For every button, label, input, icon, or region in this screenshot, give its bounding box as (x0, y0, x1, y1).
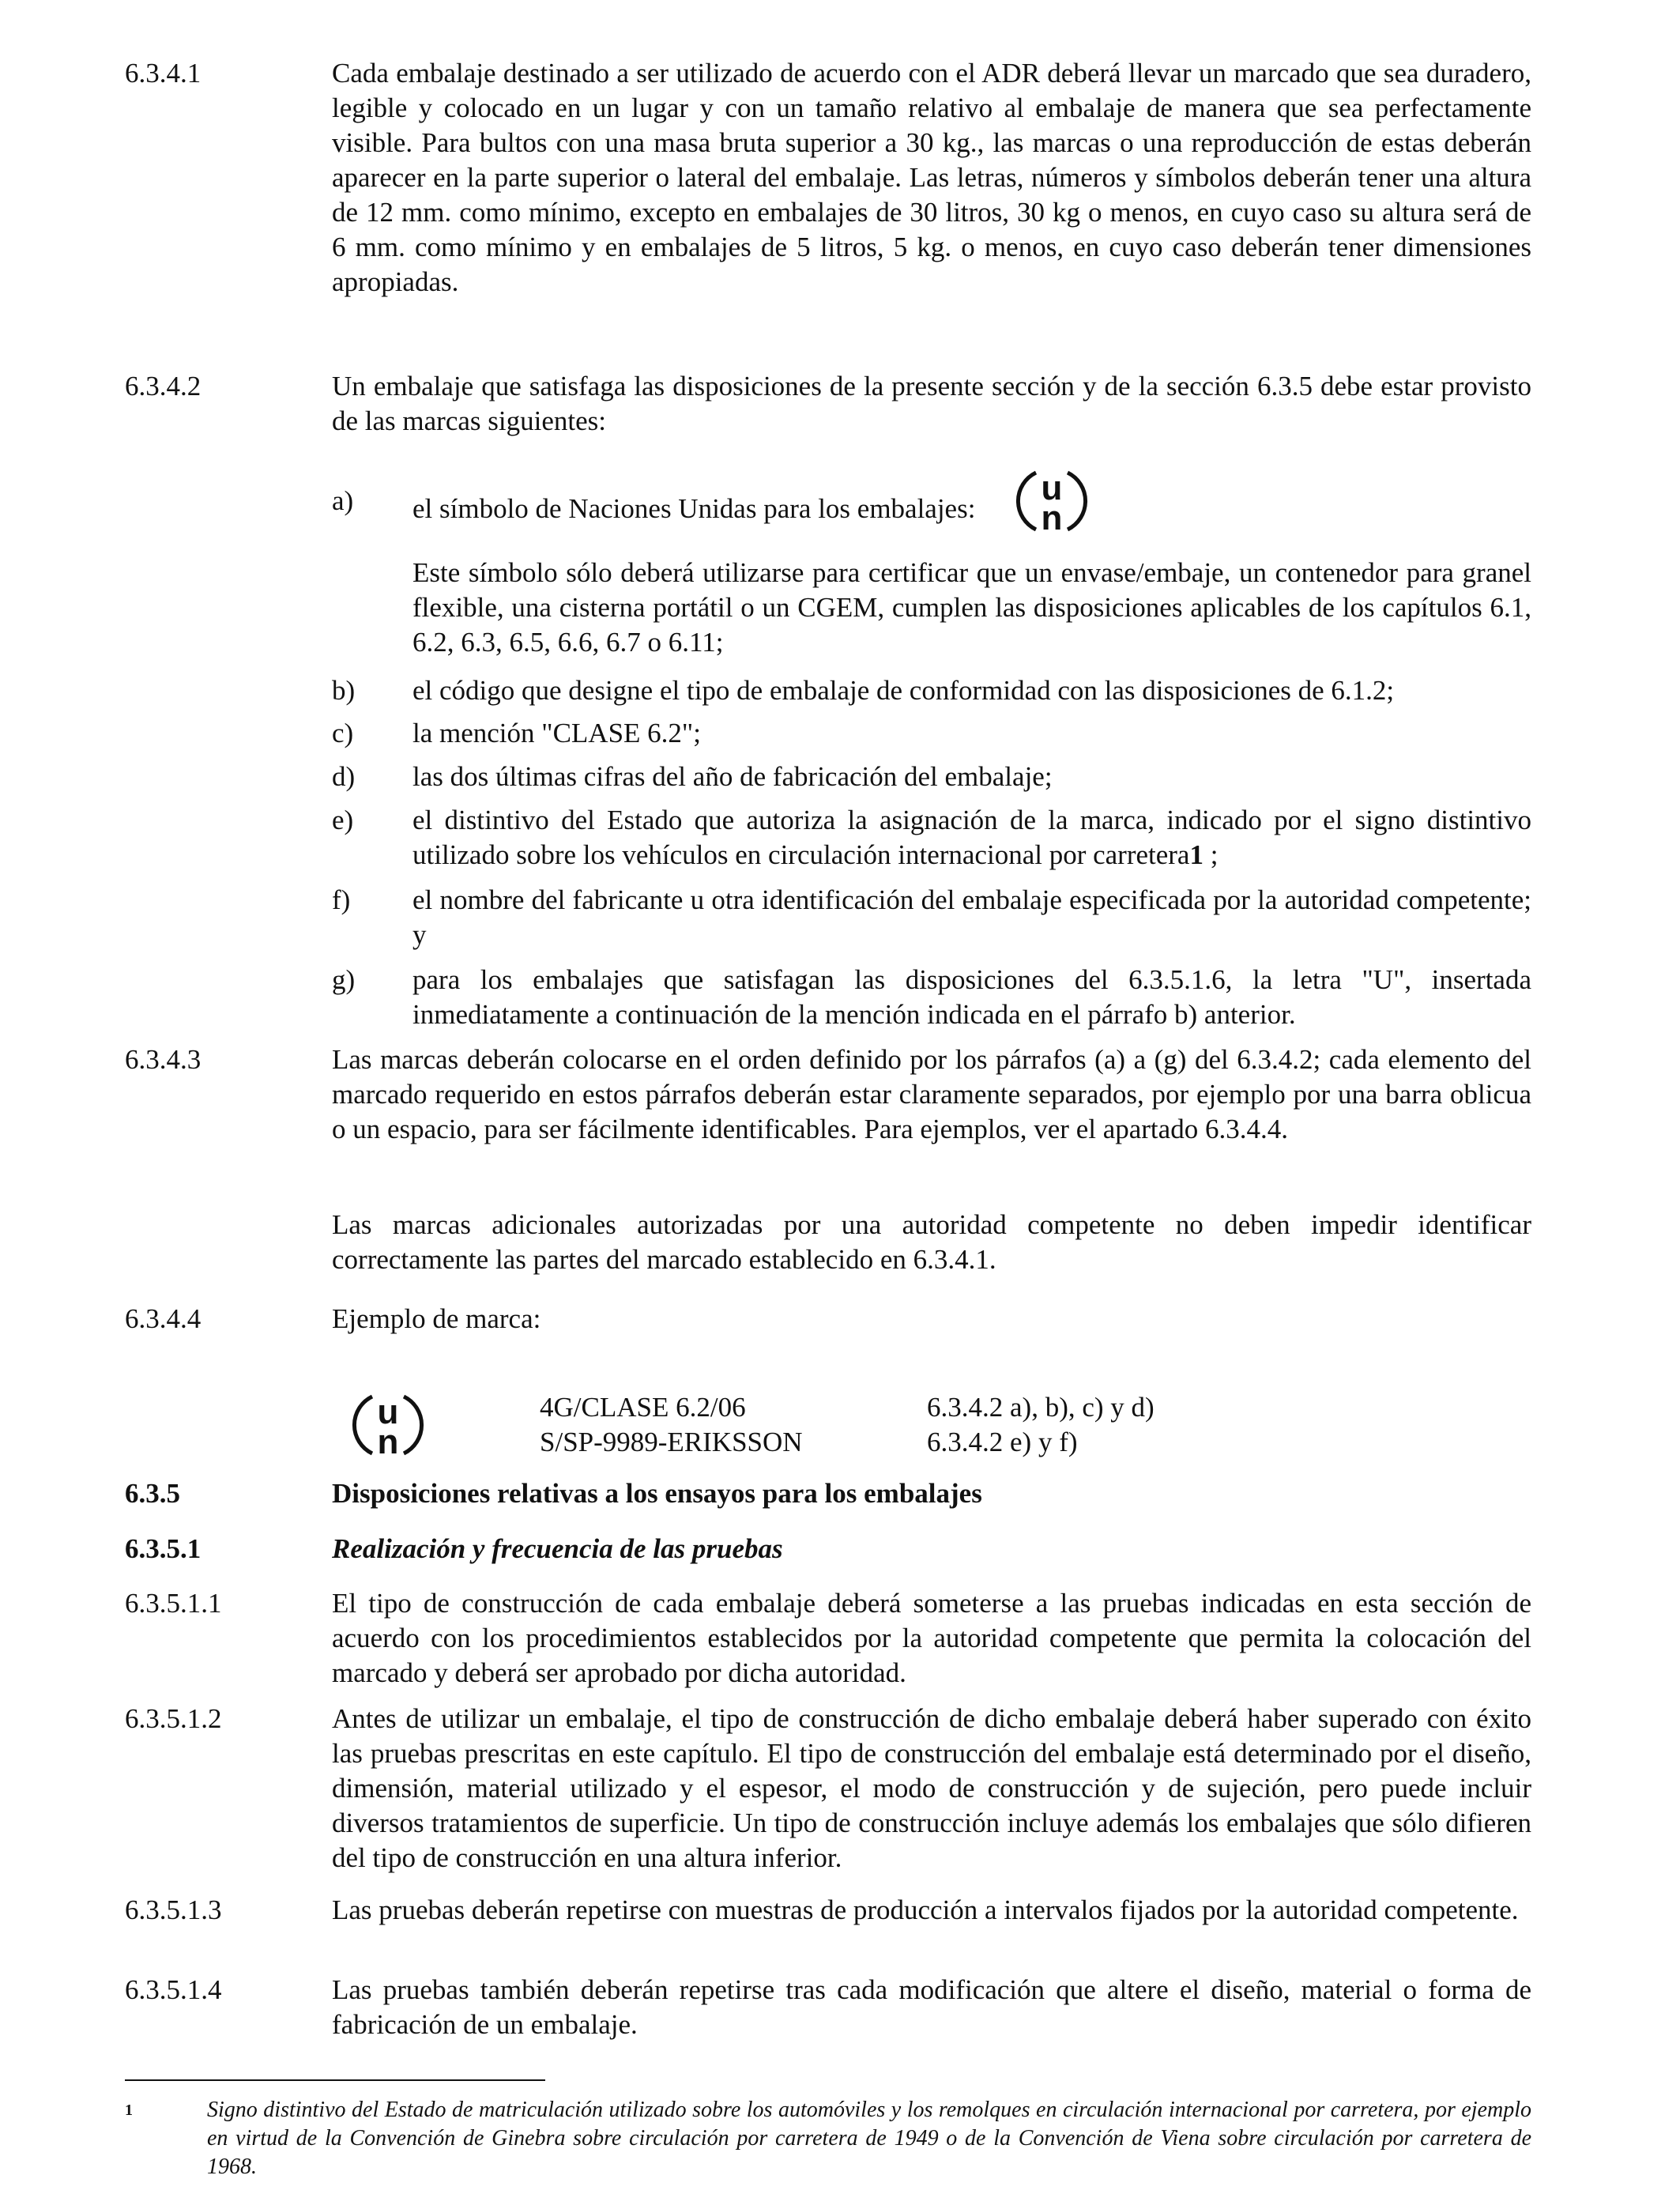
heading-6-3-5-1 (125, 1532, 1531, 1566)
example-mark-line-2: S/SP-9989-ERIKSSON (540, 1427, 803, 1457)
item-label: g) (332, 964, 356, 995)
section-6-3-4-2 (125, 369, 1531, 439)
section-6-3-4-4 (125, 1302, 1531, 1336)
list-item-d (332, 760, 1531, 794)
item-text: las dos últimas cifras del año de fabricación del embalaje; (412, 761, 1053, 792)
item-text-body: el distintivo del Estado que autoriza la asignación de la marca, indicado por el signo distintivo utilizado sobre los vehículos en circulación internacional por carretera (412, 805, 1531, 870)
section-6-3-4-3-second (125, 1208, 1531, 1277)
section-number: 6.3.5.1.4 (125, 1974, 222, 2005)
heading-number: 6.3.5.1 (125, 1533, 202, 1564)
heading-title: Realización y frecuencia de las pruebas (332, 1533, 783, 1564)
item-note: Este símbolo sólo deberá utilizarse para certificar que un envase/embaje, un contenedor para granel flexible, una cisterna portátil o un CGEM, cumplen las disposiciones aplicables de los capítulos 6.1, 6.2, 6.3, 6.5, 6.6, 6.7 o 6.11; (412, 557, 1531, 658)
un-packaging-symbol-icon (350, 1387, 426, 1463)
section-6-3-4-1 (125, 56, 1531, 300)
section-6-3-5-1-1 (125, 1586, 1531, 1691)
un-symbol-u: u (377, 1393, 399, 1431)
section-number: 6.3.4.4 (125, 1303, 202, 1334)
section-text: Las marcas deberán colocarse en el orden definido por los párrafos (a) a (g) del 6.3.4.2; cada elemento del marcado requerido en estos párrafos deberán estar claramente separados, por ejemplo por una barra oblicua o un espacio, para ser fácilmente identificables. Para ejemplos, ver el apartado 6.3.4.4. (332, 1044, 1531, 1144)
section-text-2: Las marcas adicionales autorizadas por una autoridad competente no deben impedir identificar correctamente las partes del marcado establecido en 6.3.4.1. (332, 1209, 1531, 1275)
item-label: c) (332, 718, 354, 748)
item-label: d) (332, 761, 356, 792)
section-text: Ejemplo de marca: (332, 1303, 541, 1334)
section-6-3-5-1-4 (125, 1973, 1531, 2042)
section-number: 6.3.5.1.3 (125, 1894, 222, 1925)
list-item-a (332, 469, 1531, 539)
item-text: el símbolo de Naciones Unidas para los embalajes: (412, 493, 976, 525)
item-label: b) (332, 675, 356, 706)
item-text: para los embalajes que satisfagan las disposiciones del 6.3.5.1.6, la letra "U", insertada inmediatamente a continuación de la mención indicada en el párrafo b) anterior. (412, 964, 1531, 1030)
section-text: Antes de utilizar un embalaje, el tipo de construcción de dicho embalaje deberá haber superado con éxito las pruebas prescritas en este capítulo. El tipo de construcción del embalaje está determinado por el diseño, dimensión, material utilizado y el espesor, el modo de construcción y de sujeción, pero puede incluir diversos tratamientos de superficie. Un tipo de construcción incluye además los embalajes que sólo difieren del tipo de construcción en una altura inferior. (332, 1703, 1531, 1873)
list-item-c (332, 716, 1531, 751)
example-ref-line-2: 6.3.4.2 e) y f) (927, 1427, 1078, 1457)
un-packaging-symbol-icon (1014, 463, 1090, 539)
item-text: el nombre del fabricante u otra identificación del embalaje especificada por la autoridad competente; y (412, 884, 1531, 950)
section-6-3-5-1-3 (125, 1893, 1531, 1928)
section-number: 6.3.5.1.2 (125, 1703, 222, 1734)
footnote-reference: 1 (1189, 839, 1203, 870)
heading-6-3-5 (125, 1476, 1531, 1511)
section-6-3-5-1-2 (125, 1702, 1531, 1875)
item-label: e) (332, 805, 354, 835)
list-item-g (332, 963, 1531, 1032)
section-number: 6.3.5.1.1 (125, 1588, 222, 1619)
item-label: a) (332, 485, 354, 516)
section-text: Las pruebas también deberán repetirse tras cada modificación que altere el diseño, material o forma de fabricación de un embalaje. (332, 1974, 1531, 2040)
list-item-a-note (332, 556, 1531, 660)
section-text: Cada embalaje destinado a ser utilizado de acuerdo con el ADR deberá llevar un marcado que sea duradero, legible y colocado en un lugar y con un tamaño relativo al embalaje de manera que sea perfectamente visible. Para bultos con una masa bruta superior a 30 kg., las marcas o una reproducción de estas deberán aparecer en la parte superior o lateral del embalaje. Las letras, números y símbolos deberán tener una altura de 12 mm. como mínimo, excepto en embalajes de 30 litros, 30 kg o menos, en cuyo caso su altura será de 6 mm. como mínimo y en embalajes de 5 litros, 5 kg. o menos, en cuyo caso deberán tener dimensiones apropiadas. (332, 58, 1531, 297)
list-item-e (332, 803, 1531, 873)
heading-number: 6.3.5 (125, 1478, 180, 1509)
section-number: 6.3.4.1 (125, 58, 202, 89)
item-label: f) (332, 884, 351, 915)
footnote (125, 2096, 1531, 2181)
example-mark-line-1: 4G/CLASE 6.2/06 (540, 1392, 746, 1423)
un-symbol-n: n (1041, 499, 1063, 537)
list-item-f (332, 883, 1531, 952)
item-text-tail: ; (1203, 839, 1219, 870)
footnote-number: 1 (125, 2102, 133, 2119)
item-text (412, 803, 1531, 873)
section-text: El tipo de construcción de cada embalaje deberá someterse a las pruebas indicadas en esta sección de acuerdo con los procedimientos establecidos por la autoridad competente que permita la colocación del marcado y deberá ser aprobado por dicha autoridad. (332, 1588, 1531, 1688)
item-text: el código que designe el tipo de embalaje de conformidad con las disposiciones de 6.1.2; (412, 675, 1395, 706)
section-text: Las pruebas deberán repetirse con muestras de producción a intervalos fijados por la autoridad competente. (332, 1894, 1519, 1925)
footnote-text: Signo distintivo del Estado de matriculación utilizado sobre los automóviles y los remolques en circulación internacional por carretera, por ejemplo en virtud de la Convención de Ginebra sobre circulación por carretera de 1949 o de la Convención de Viena sobre circulación por carretera de 1968. (207, 2098, 1531, 2179)
section-text: Un embalaje que satisfaga las disposiciones de la presente sección y de la sección 6.3.5 debe estar provisto de las marcas siguientes: (332, 371, 1531, 436)
section-6-3-4-3 (125, 1042, 1531, 1147)
section-number: 6.3.4.2 (125, 371, 202, 401)
heading-title: Disposiciones relativas a los ensayos para los embalajes (332, 1478, 982, 1509)
item-text: la mención "CLASE 6.2"; (412, 718, 701, 748)
footnote-divider (125, 2079, 545, 2081)
section-number: 6.3.4.3 (125, 1044, 202, 1075)
un-symbol-n: n (377, 1423, 399, 1461)
example-ref-line-1: 6.3.4.2 a), b), c) y d) (927, 1392, 1155, 1423)
un-symbol-u: u (1041, 469, 1063, 507)
list-item-b (332, 673, 1531, 708)
